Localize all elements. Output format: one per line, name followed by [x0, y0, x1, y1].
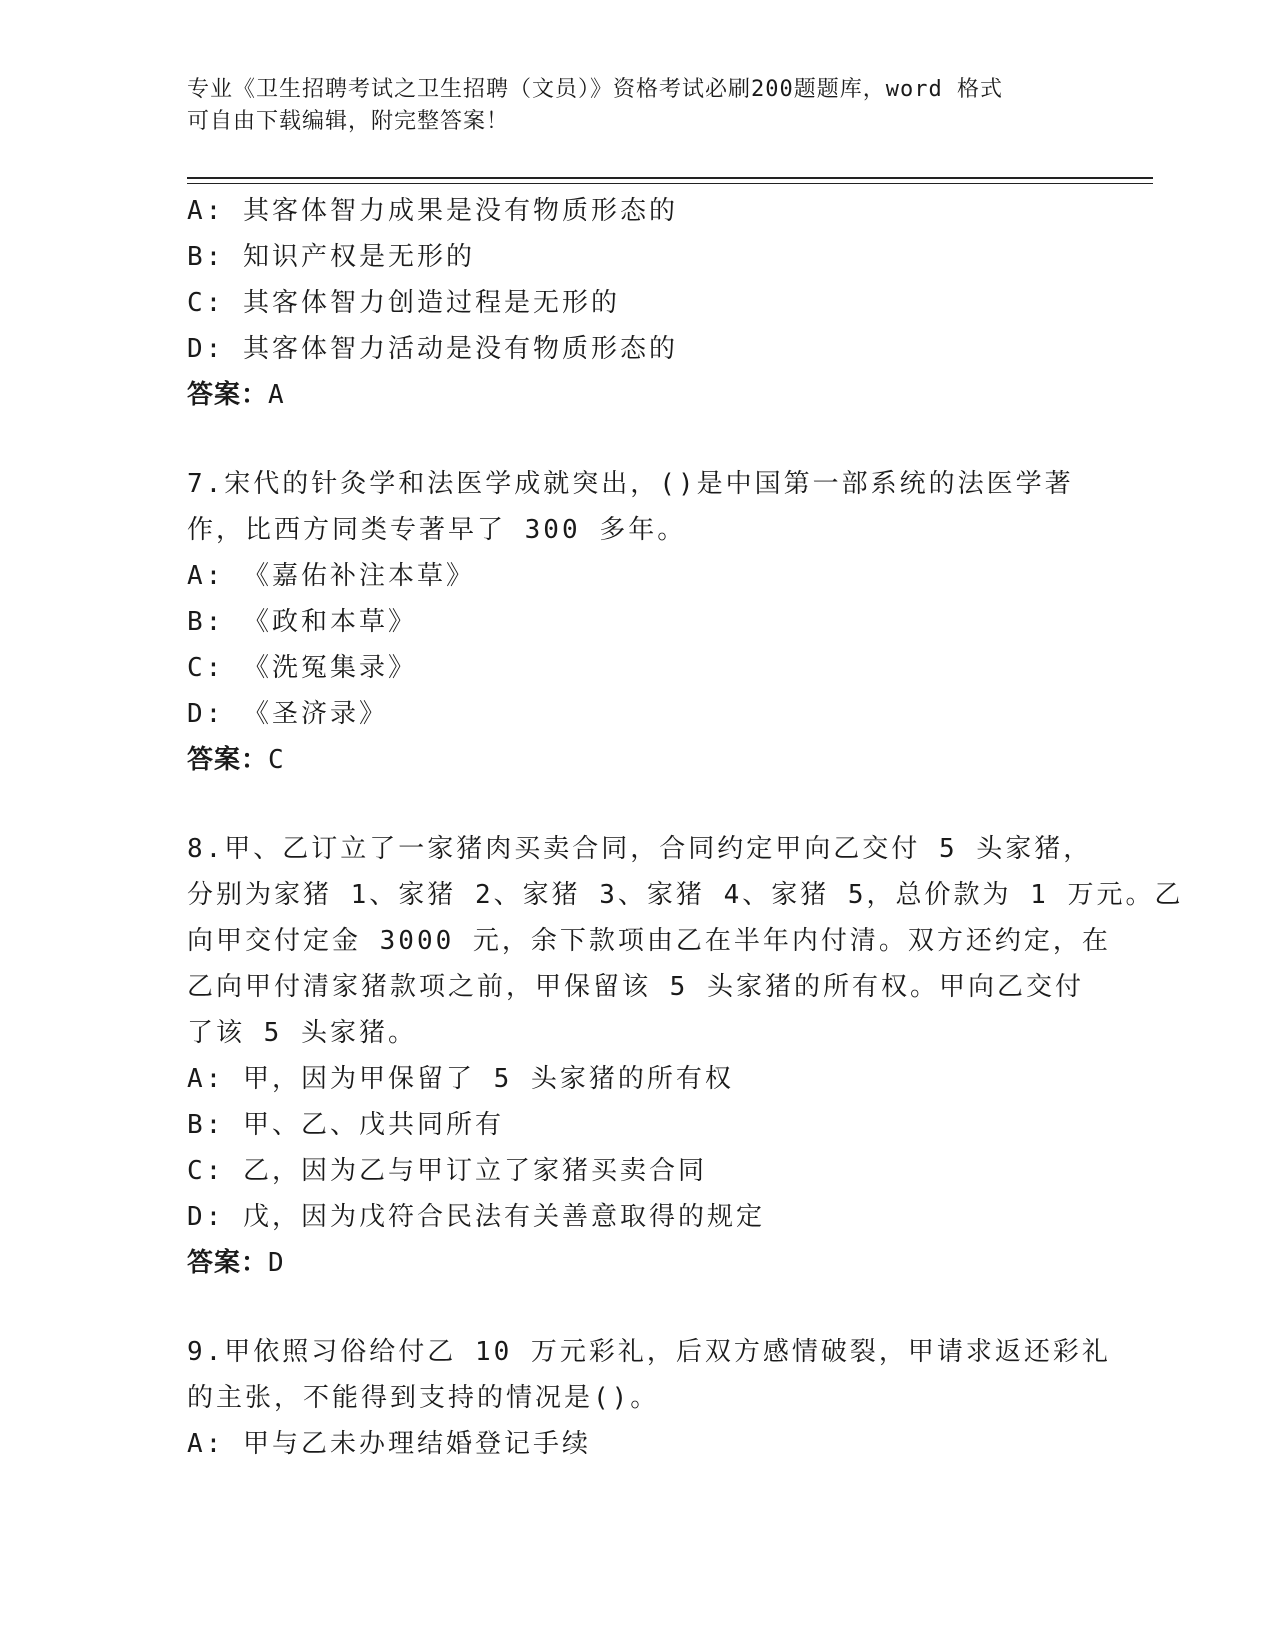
option-b: B: 《政和本草》	[187, 607, 417, 637]
answer-value: D	[268, 1248, 285, 1278]
header-rule-thick	[187, 177, 1153, 179]
answer-line	[187, 737, 1087, 783]
question-stem-line: 作，比西方同类专著早了 300 多年。	[187, 515, 687, 545]
question-stem-line: 分别为家猪 1、家猪 2、家猪 3、家猪 4、家猪 5，总价款为 1 万元。乙	[187, 880, 1184, 910]
question-stem-line: 乙向甲付清家猪款项之前，甲保留该 5 头家猪的所有权。甲向乙交付	[187, 972, 1084, 1002]
question-gap	[187, 1286, 1087, 1329]
question-9	[187, 1329, 1111, 1467]
question-stem-line: 8.甲、乙订立了一家猪肉买卖合同，合同约定甲向乙交付 5 头家猪，	[187, 834, 1093, 864]
option-a: A: 其客体智力成果是没有物质形态的	[187, 196, 678, 226]
question-stem-line: 7.宋代的针灸学和法医学成就突出，()是中国第一部系统的法医学著	[187, 469, 1074, 499]
option-b: B: 知识产权是无形的	[187, 242, 475, 272]
answer-line	[187, 1240, 1087, 1286]
option-c: C: 乙，因为乙与甲订立了家猪买卖合同	[187, 1156, 707, 1186]
question-6	[187, 188, 1087, 418]
answer-label: 答案：	[187, 745, 269, 775]
option-a: A: 《嘉佑补注本草》	[187, 561, 475, 591]
answer-label: 答案：	[187, 380, 269, 410]
option-a: A: 甲与乙未办理结婚登记手续	[187, 1429, 591, 1459]
option-c: C: 《洗冤集录》	[187, 653, 417, 683]
question-stem-line: 了该 5 头家猪。	[187, 1018, 417, 1048]
answer-line	[187, 372, 1087, 418]
question-stem-line: 的主张，不能得到支持的情况是()。	[187, 1383, 660, 1413]
question-gap	[187, 418, 1087, 461]
answer-value: A	[268, 380, 285, 410]
question-7	[187, 461, 1087, 783]
question-stem-line: 向甲交付定金 3000 元，余下款项由乙在半年内付清。双方还约定，在	[187, 926, 1111, 956]
option-b: B: 甲、乙、戊共同所有	[187, 1110, 504, 1140]
question-list	[187, 188, 1184, 1467]
question-gap	[187, 783, 1087, 826]
option-d: D: 《圣济录》	[187, 699, 388, 729]
header-rule-thin	[187, 183, 1153, 184]
option-d: D: 戊，因为戊符合民法有关善意取得的规定	[187, 1202, 765, 1232]
header-line-2: 可自由下载编辑，附完整答案！	[187, 109, 510, 134]
option-c: C: 其客体智力创造过程是无形的	[187, 288, 620, 318]
option-d: D: 其客体智力活动是没有物质形态的	[187, 334, 678, 364]
header-line-1: 专业《卫生招聘考试之卫生招聘（文员）》资格考试必刷200题题库，word 格式	[187, 77, 1003, 102]
option-a: A: 甲，因为甲保留了 5 头家猪的所有权	[187, 1064, 734, 1094]
document-header	[187, 74, 1067, 138]
answer-label: 答案：	[187, 1248, 269, 1278]
question-8	[187, 826, 1184, 1286]
question-stem-line: 9.甲依照习俗给付乙 10 万元彩礼，后双方感情破裂，甲请求返还彩礼	[187, 1337, 1111, 1367]
answer-value: C	[268, 745, 285, 775]
